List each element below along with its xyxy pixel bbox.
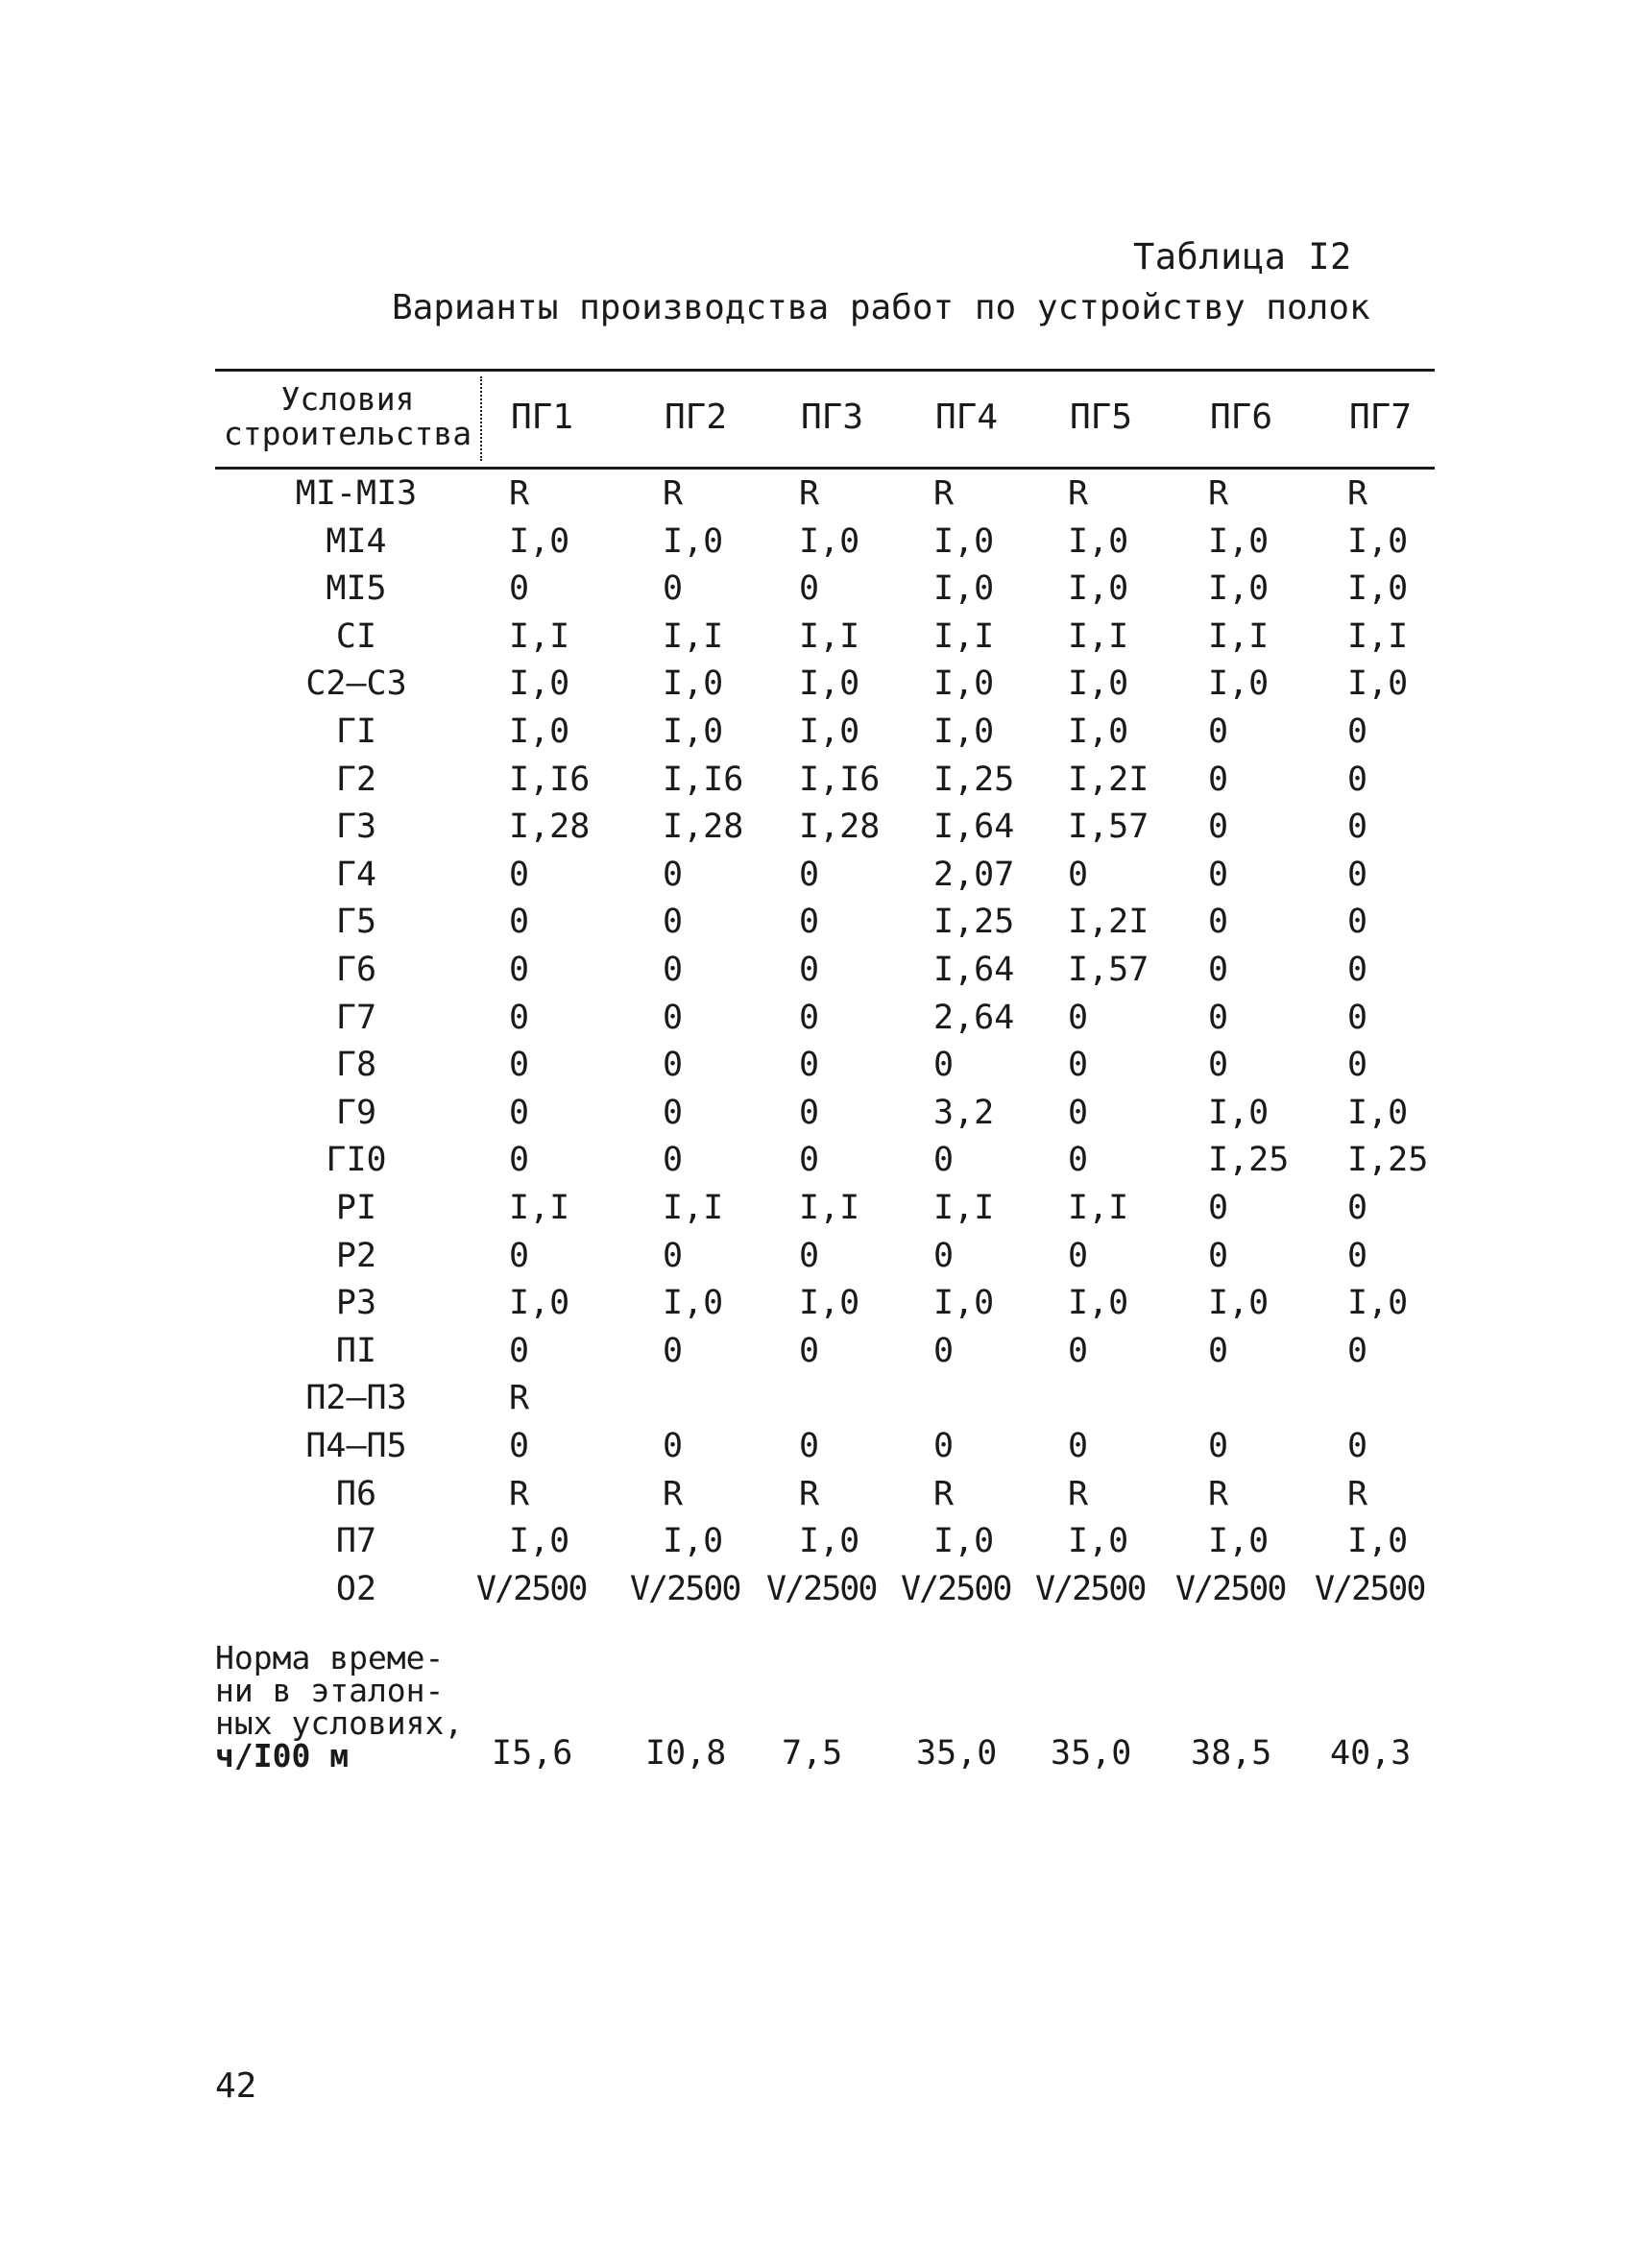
norm-value: 40,3 [1330,1734,1412,1773]
row-label: MI5 [326,569,387,609]
table-cell: I,0 [1208,664,1270,704]
norm-value: 35,0 [916,1734,998,1773]
table-cell: 0 [1347,808,1368,847]
table-cell: 0 [663,903,684,942]
table-cell: 0 [509,1427,530,1465]
table-cell: I,I [933,1189,995,1227]
table-cell: 2,07 [933,855,1015,894]
table-cell: I,28 [663,808,744,847]
table-cell: R [663,474,684,513]
table-cell: 0 [1208,1427,1229,1465]
table-cell: 0 [663,1427,684,1465]
table-cell: R [1347,474,1368,513]
table-cell: I,2I [1068,760,1149,799]
table-cell: R [1347,1474,1368,1513]
table-cell: I,25 [1347,1141,1429,1180]
table-cell: 0 [509,998,530,1037]
table-cell: I,28 [799,808,881,847]
table-cell: I,0 [1068,712,1129,751]
table-cell: 0 [509,1331,530,1370]
table-cell: 0 [933,1141,955,1180]
table-cell: 0 [1068,1427,1089,1465]
table-cell: I,I [663,1189,724,1227]
table-cell: I,0 [1068,664,1129,704]
table-cell: R [1208,474,1229,513]
row-label: П7 [335,1522,377,1561]
table-cell: 0 [663,1236,684,1275]
table-cell: I,0 [1347,1522,1409,1561]
table-cell: V/2500 [630,1569,740,1608]
header-separator [480,376,482,461]
table-cell: I,0 [663,712,724,751]
table-cell: I,0 [933,1284,995,1323]
column-header: ПГ6 [1210,398,1273,437]
row-label: ГI0 [326,1141,387,1180]
table-cell: 0 [1347,951,1368,989]
norm-label-line: ни в эталон- [215,1672,445,1709]
row-label: Г2 [335,760,377,799]
table-cell: 0 [1347,998,1368,1037]
table-cell: I,I [509,616,570,656]
row-label: Г3 [335,808,377,847]
table-cell: R [663,1474,684,1513]
row-label: O2 [335,1569,377,1608]
table-cell: 0 [663,1093,684,1132]
table-cell: 0 [1208,808,1229,847]
norm-value: 7,5 [782,1734,843,1773]
table-cell: 0 [933,1236,955,1275]
row-label: P3 [335,1284,377,1323]
row-label: Г6 [335,951,377,989]
table-cell: R [509,474,530,513]
column-header: ПГ3 [801,398,864,437]
column-header: ПГ5 [1070,398,1133,437]
table-cell: 0 [1347,760,1368,799]
table-cell: I,0 [663,664,724,704]
table-cell: 0 [1208,998,1229,1037]
table-cell: I,2I [1068,903,1149,942]
table-cell: 0 [509,1046,530,1085]
table-cell: 0 [663,951,684,989]
norm-label-line: ч/I00 м [215,1737,350,1774]
table-cell: 0 [509,1093,530,1132]
row-label: Г7 [335,998,377,1037]
table-cell: I,25 [1208,1141,1290,1180]
table-cell: I,0 [509,1284,570,1323]
table-cell: 3,2 [933,1093,995,1132]
table-cell: I,0 [1208,1522,1270,1561]
table-cell: 0 [799,1331,820,1370]
table-cell: I,0 [933,569,995,609]
table-cell: I,I6 [799,760,881,799]
table-cell: I,25 [933,903,1015,942]
table-cell: I,0 [1068,1284,1129,1323]
table-cell: I,0 [1347,1284,1409,1323]
table-cell: 0 [1208,855,1229,894]
table-cell: 0 [799,1427,820,1465]
table-cell: I,0 [1068,521,1129,561]
table-cell: I,0 [509,521,570,561]
table-cell: I,0 [799,712,860,751]
column-header: ПГ2 [665,398,728,437]
table-cell: 0 [663,1331,684,1370]
table-cell: 0 [1068,855,1089,894]
table-cell: I,0 [1347,1093,1409,1132]
table-cell: 0 [1347,903,1368,942]
table-cell: V/2500 [1175,1569,1286,1608]
table-cell: 0 [1068,1046,1089,1085]
table-cell: 0 [1208,760,1229,799]
table-cell: 0 [933,1427,955,1465]
table-cell: 0 [933,1331,955,1370]
table-cell: 0 [1068,1236,1089,1275]
column-header: ПГ4 [935,398,999,437]
condition-header-line: строительства [223,415,472,452]
table-cell: 0 [1347,1236,1368,1275]
table-cell: R [799,1474,820,1513]
table-cell: I,0 [799,664,860,704]
row-label: Г5 [335,903,377,942]
table-cell: R [1208,1474,1229,1513]
table-cell: V/2500 [1315,1569,1425,1608]
table-cell: I,I [509,1189,570,1227]
table-number: Таблица I2 [1133,236,1352,277]
table-cell: 0 [799,903,820,942]
table-cell: I,28 [509,808,591,847]
table-cell: 0 [1208,1046,1229,1085]
table-cell: I,0 [1208,569,1270,609]
table-cell: I,I [1068,616,1129,656]
table-cell: I,0 [933,1522,995,1561]
table-cell: 0 [663,855,684,894]
table-cell: 0 [1347,855,1368,894]
table-caption: Варианты производства работ по устройству полок [392,288,1370,327]
norm-value: I5,6 [492,1734,573,1773]
table-cell: 0 [1208,1331,1229,1370]
row-label: PI [335,1189,377,1227]
table-cell: I,57 [1068,808,1149,847]
table-cell: I,0 [663,1284,724,1323]
table-cell: V/2500 [766,1569,877,1608]
table-cell: 0 [1068,998,1089,1037]
table-cell: 0 [799,855,820,894]
row-label: ГI [335,712,377,751]
table-cell: 0 [663,998,684,1037]
table-cell: 0 [1208,1189,1229,1227]
table-cell: 0 [1347,1046,1368,1085]
row-label: П6 [335,1474,377,1513]
table-cell: I,0 [1347,664,1409,704]
table-cell: 0 [509,951,530,989]
table-cell: 0 [799,998,820,1037]
table-cell: 0 [1347,1331,1368,1370]
table-cell: I,64 [933,808,1015,847]
table-cell: 0 [1208,1236,1229,1275]
row-label: P2 [335,1236,377,1275]
table-cell: I,0 [1347,521,1409,561]
table-cell: R [799,474,820,513]
table-cell: I,0 [1347,569,1409,609]
table-cell: I,0 [1068,1522,1129,1561]
table-cell: 0 [1347,712,1368,751]
table-cell: I,0 [799,521,860,561]
table-cell: R [933,474,955,513]
table-cell: I,0 [1208,1284,1270,1323]
column-header: ПГ1 [511,398,574,437]
table-cell: I,57 [1068,951,1149,989]
table-cell: R [1068,474,1089,513]
table-top-rule [215,369,1435,372]
table-cell: I,0 [1208,521,1270,561]
table-cell: 0 [509,903,530,942]
table-cell: R [509,1379,530,1418]
page-number: 42 [215,2066,257,2106]
table-cell: 0 [933,1046,955,1085]
column-header: ПГ7 [1349,398,1413,437]
table-cell: I,I [933,616,995,656]
condition-header-line: Условия [280,380,415,418]
table-cell: I,I [1208,616,1270,656]
table-header-rule [215,467,1435,470]
row-label: ПI [335,1331,377,1370]
table-cell: 0 [1208,951,1229,989]
table-cell: 0 [1208,712,1229,751]
table-cell: I,I [799,1189,860,1227]
table-cell: 0 [799,951,820,989]
row-label: MI4 [326,521,387,561]
condition-header [217,382,478,451]
table-cell: I,0 [1208,1093,1270,1132]
table-cell: 0 [509,855,530,894]
row-label: П2–П3 [305,1379,407,1418]
norm-value: 38,5 [1191,1734,1272,1773]
table-cell: R [1068,1474,1089,1513]
row-label: CI [335,616,377,656]
table-cell: I,I [1068,1189,1129,1227]
table-cell: I,I [663,616,724,656]
table-cell: I,0 [933,712,995,751]
table-cell: 0 [1068,1093,1089,1132]
table-cell: 0 [1068,1141,1089,1180]
table-cell: I,0 [509,664,570,704]
table-cell: I,0 [509,712,570,751]
row-label: П4–П5 [305,1427,407,1465]
table-cell: V/2500 [476,1569,587,1608]
table-cell: I,0 [663,1522,724,1561]
table-cell: I,I [799,616,860,656]
table-cell: 0 [1208,903,1229,942]
table-cell: I,I6 [509,760,591,799]
table-cell: I,0 [1068,569,1129,609]
table-cell: I,0 [663,521,724,561]
table-cell: 0 [799,569,820,609]
table-cell: 0 [663,1046,684,1085]
table-cell: I,I6 [663,760,744,799]
table-cell: I,25 [933,760,1015,799]
table-cell: 0 [509,569,530,609]
table-cell: 0 [509,1141,530,1180]
table-cell: 2,64 [933,998,1015,1037]
row-label: C2–C3 [305,664,407,704]
table-cell: 0 [799,1093,820,1132]
table-cell: I,I [1347,616,1409,656]
row-label: MI-MI3 [295,474,418,513]
row-label: Г8 [335,1046,377,1085]
table-cell: I,64 [933,951,1015,989]
table-cell: 0 [799,1046,820,1085]
table-cell: 0 [663,569,684,609]
table-cell: R [509,1474,530,1513]
row-label: Г9 [335,1093,377,1132]
norm-label [215,1639,494,1774]
norm-value: 35,0 [1051,1734,1132,1773]
table-cell: 0 [799,1236,820,1275]
table-cell: 0 [509,1236,530,1275]
table-cell: 0 [1347,1427,1368,1465]
table-cell: 0 [663,1141,684,1180]
table-cell: 0 [1068,1331,1089,1370]
table-cell: I,0 [799,1284,860,1323]
table-cell: I,0 [933,664,995,704]
table-cell: I,0 [933,521,995,561]
norm-value: I0,8 [645,1734,727,1773]
row-label: Г4 [335,855,377,894]
table-cell: 0 [799,1141,820,1180]
norm-label-line: Норма време- [215,1639,445,1677]
norm-label-line: ных условиях, [215,1704,464,1742]
table-cell: I,0 [509,1522,570,1561]
table-cell: 0 [1347,1189,1368,1227]
table-cell: V/2500 [1035,1569,1146,1608]
table-cell: R [933,1474,955,1513]
table-cell: V/2500 [901,1569,1011,1608]
table-cell: I,0 [799,1522,860,1561]
